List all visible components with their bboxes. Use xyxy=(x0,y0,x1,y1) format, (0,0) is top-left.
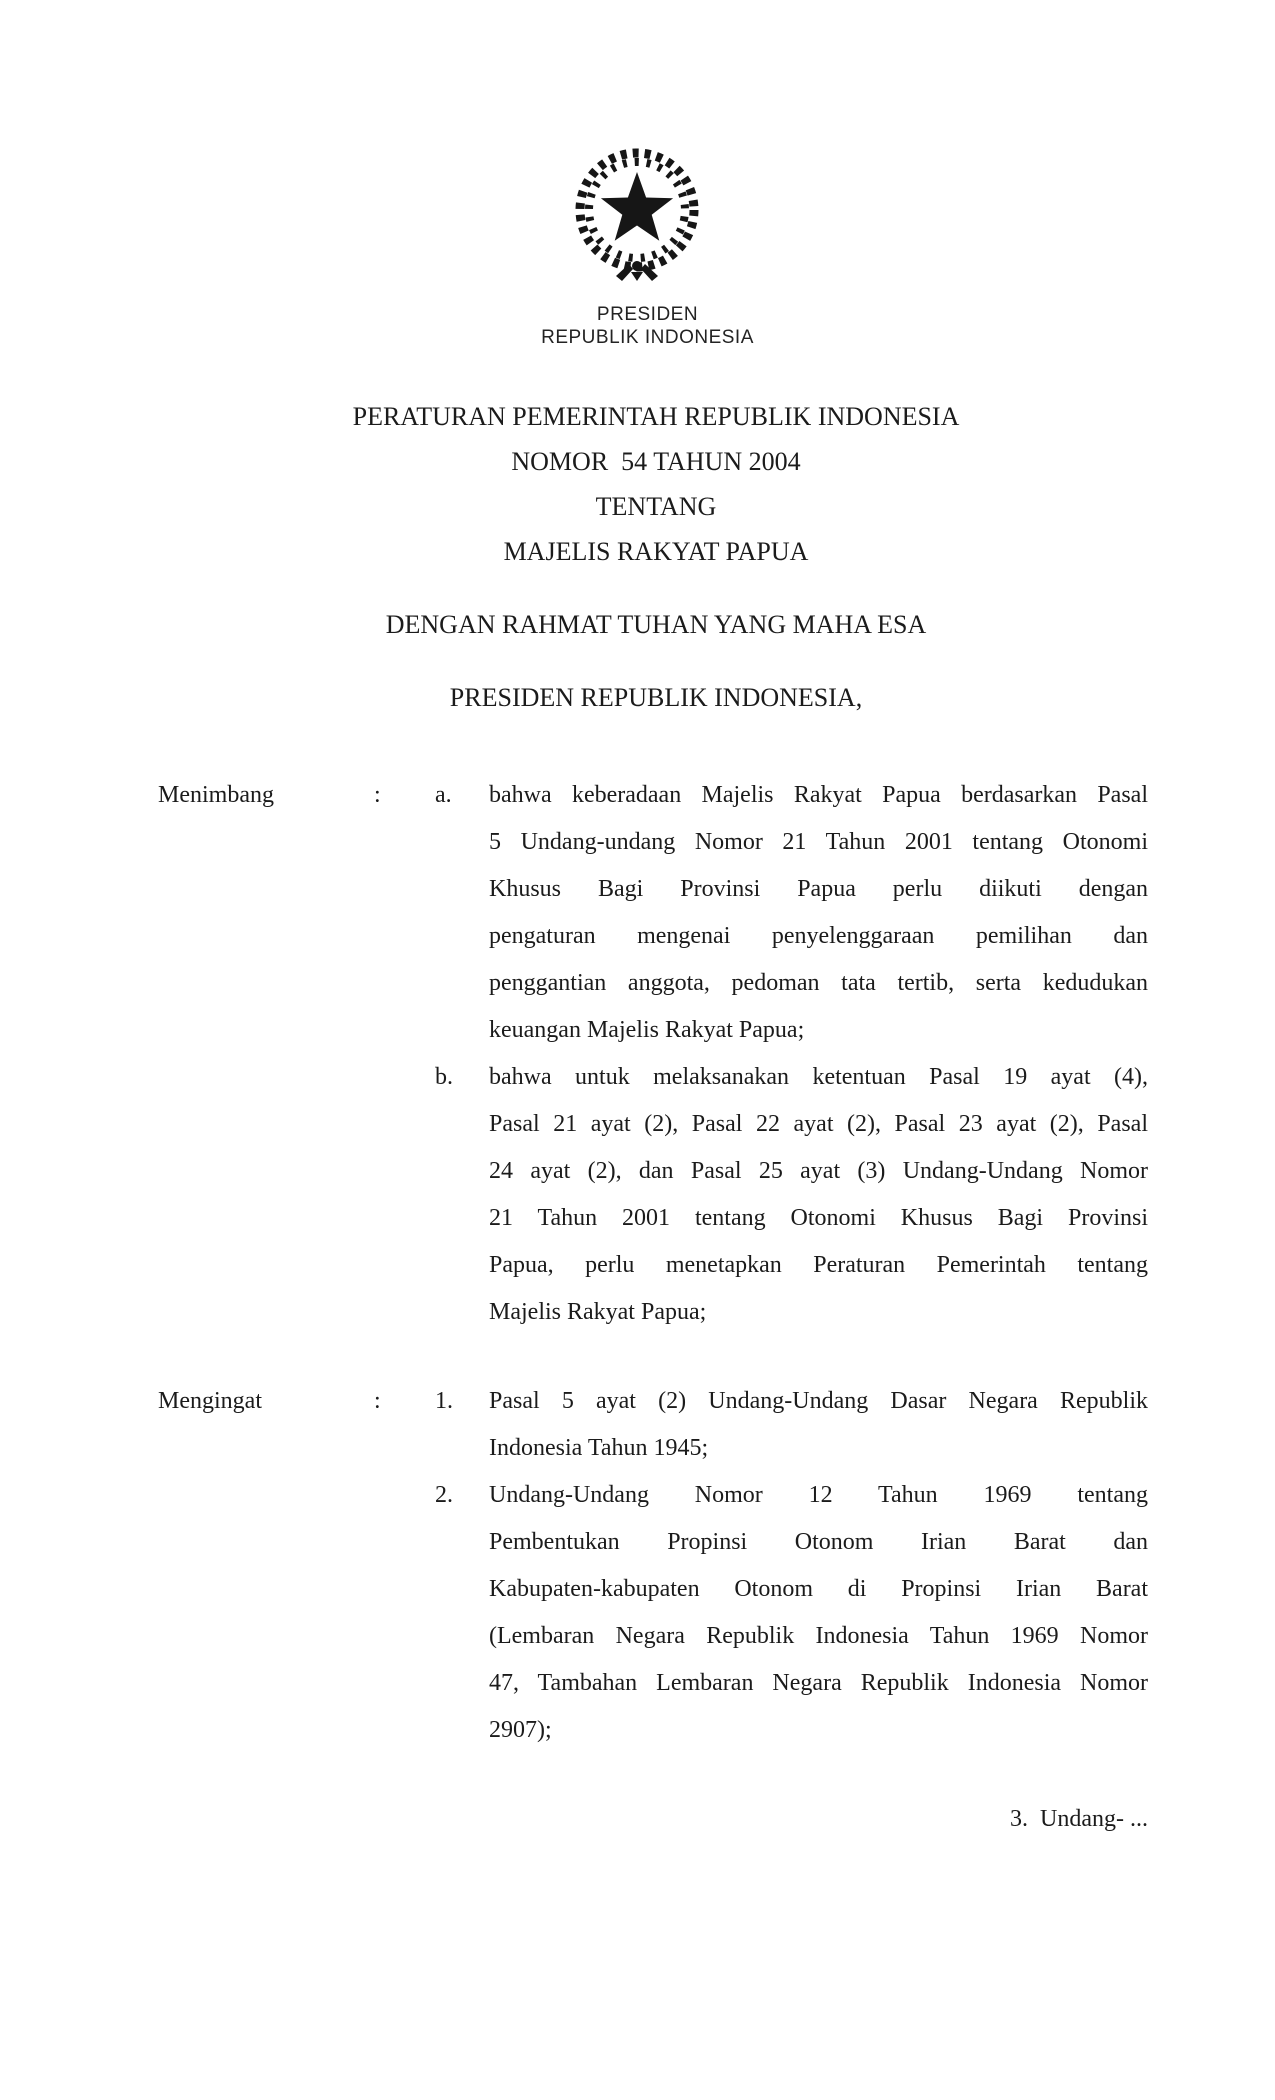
text-line: Undang-Undang Nomor 12 Tahun 1969 tentang xyxy=(489,1482,1148,1508)
recalling-item-1 xyxy=(435,1378,1148,1472)
text-line: PERATURAN PEMERINTAH REPUBLIK INDONESIA xyxy=(352,402,960,431)
text-line: 47, Tambahan Lembaran Negara Republik Indonesia Nomor xyxy=(489,1670,1148,1696)
text-line: (Lembaran Negara Republik Indonesia Tahun 1969 Nomor xyxy=(489,1623,1148,1649)
colon-separator: : xyxy=(374,782,381,808)
text-line: Majelis Rakyat Papua; xyxy=(489,1299,707,1325)
item-marker: 1. xyxy=(435,1388,453,1414)
text-line: keuangan Majelis Rakyat Papua; xyxy=(489,1017,805,1043)
page-catchword: 3. Undang- ... xyxy=(1010,1806,1148,1832)
considering-item-b xyxy=(435,1054,1148,1336)
text-line: 21 Tahun 2001 tentang Otonomi Khusus Bagi Provinsi xyxy=(489,1205,1148,1231)
text-line: TENTANG xyxy=(595,492,717,521)
item-marker: b. xyxy=(435,1064,453,1090)
text-line: MAJELIS RAKYAT PAPUA xyxy=(503,537,809,566)
text-line: pengaturan mengenai penyelenggaraan pemilihan dan xyxy=(489,923,1148,949)
text-line: 2907); xyxy=(489,1717,552,1743)
item-marker: a. xyxy=(435,782,452,808)
letterhead xyxy=(10,303,1275,349)
item-text xyxy=(489,772,1148,1054)
text-line: NOMOR 54 TAHUN 2004 xyxy=(511,447,801,476)
text-line: bahwa untuk melaksanakan ketentuan Pasal 19 ayat (4), xyxy=(489,1064,1148,1090)
considering-label: Menimbang xyxy=(158,782,274,808)
text-line: Pasal 5 ayat (2) Undang-Undang Dasar Negara Republik xyxy=(489,1388,1148,1414)
text-line: bahwa keberadaan Majelis Rakyat Papua berdasarkan Pasal xyxy=(489,782,1148,808)
authority-line: PRESIDEN REPUBLIK INDONESIA, xyxy=(449,683,863,712)
text-line: 24 ayat (2), dan Pasal 25 ayat (3) Undang-Undang Nomor xyxy=(489,1158,1148,1184)
text-line: Indonesia Tahun 1945; xyxy=(489,1435,709,1461)
letterhead-republik-indonesia: REPUBLIK INDONESIA xyxy=(541,327,754,348)
letterhead-presiden: PRESIDEN xyxy=(596,304,699,325)
item-text xyxy=(489,1472,1148,1754)
decree-title xyxy=(164,394,1148,574)
text-line: Khusus Bagi Provinsi Papua perlu diikuti dengan xyxy=(489,876,1148,902)
text-line: Pembentukan Propinsi Otonom Irian Barat dan xyxy=(489,1529,1148,1555)
national-emblem xyxy=(570,146,704,286)
star-wreath-icon xyxy=(570,146,704,286)
recalling-label: Mengingat xyxy=(158,1388,262,1414)
considering-item-a xyxy=(435,772,1148,1054)
item-text xyxy=(489,1378,1148,1472)
text-line: Papua, perlu menetapkan Peraturan Pemerintah tentang xyxy=(489,1252,1148,1278)
recalling-items xyxy=(435,1378,1148,1754)
item-marker: 2. xyxy=(435,1482,453,1508)
colon-separator: : xyxy=(374,1388,381,1414)
text-line: Pasal 21 ayat (2), Pasal 22 ayat (2), Pasal 23 ayat (2), Pasal xyxy=(489,1111,1148,1137)
recalling-item-2 xyxy=(435,1472,1148,1754)
item-text xyxy=(489,1054,1148,1336)
text-line: 5 Undang-undang Nomor 21 Tahun 2001 tentang Otonomi xyxy=(489,829,1148,855)
invocation-line: DENGAN RAHMAT TUHAN YANG MAHA ESA xyxy=(385,610,927,639)
text-line: Kabupaten-kabupaten Otonom di Propinsi Irian Barat xyxy=(489,1576,1148,1602)
considering-items xyxy=(435,772,1148,1336)
text-line: penggantian anggota, pedoman tata tertib, serta kedudukan xyxy=(489,970,1148,996)
